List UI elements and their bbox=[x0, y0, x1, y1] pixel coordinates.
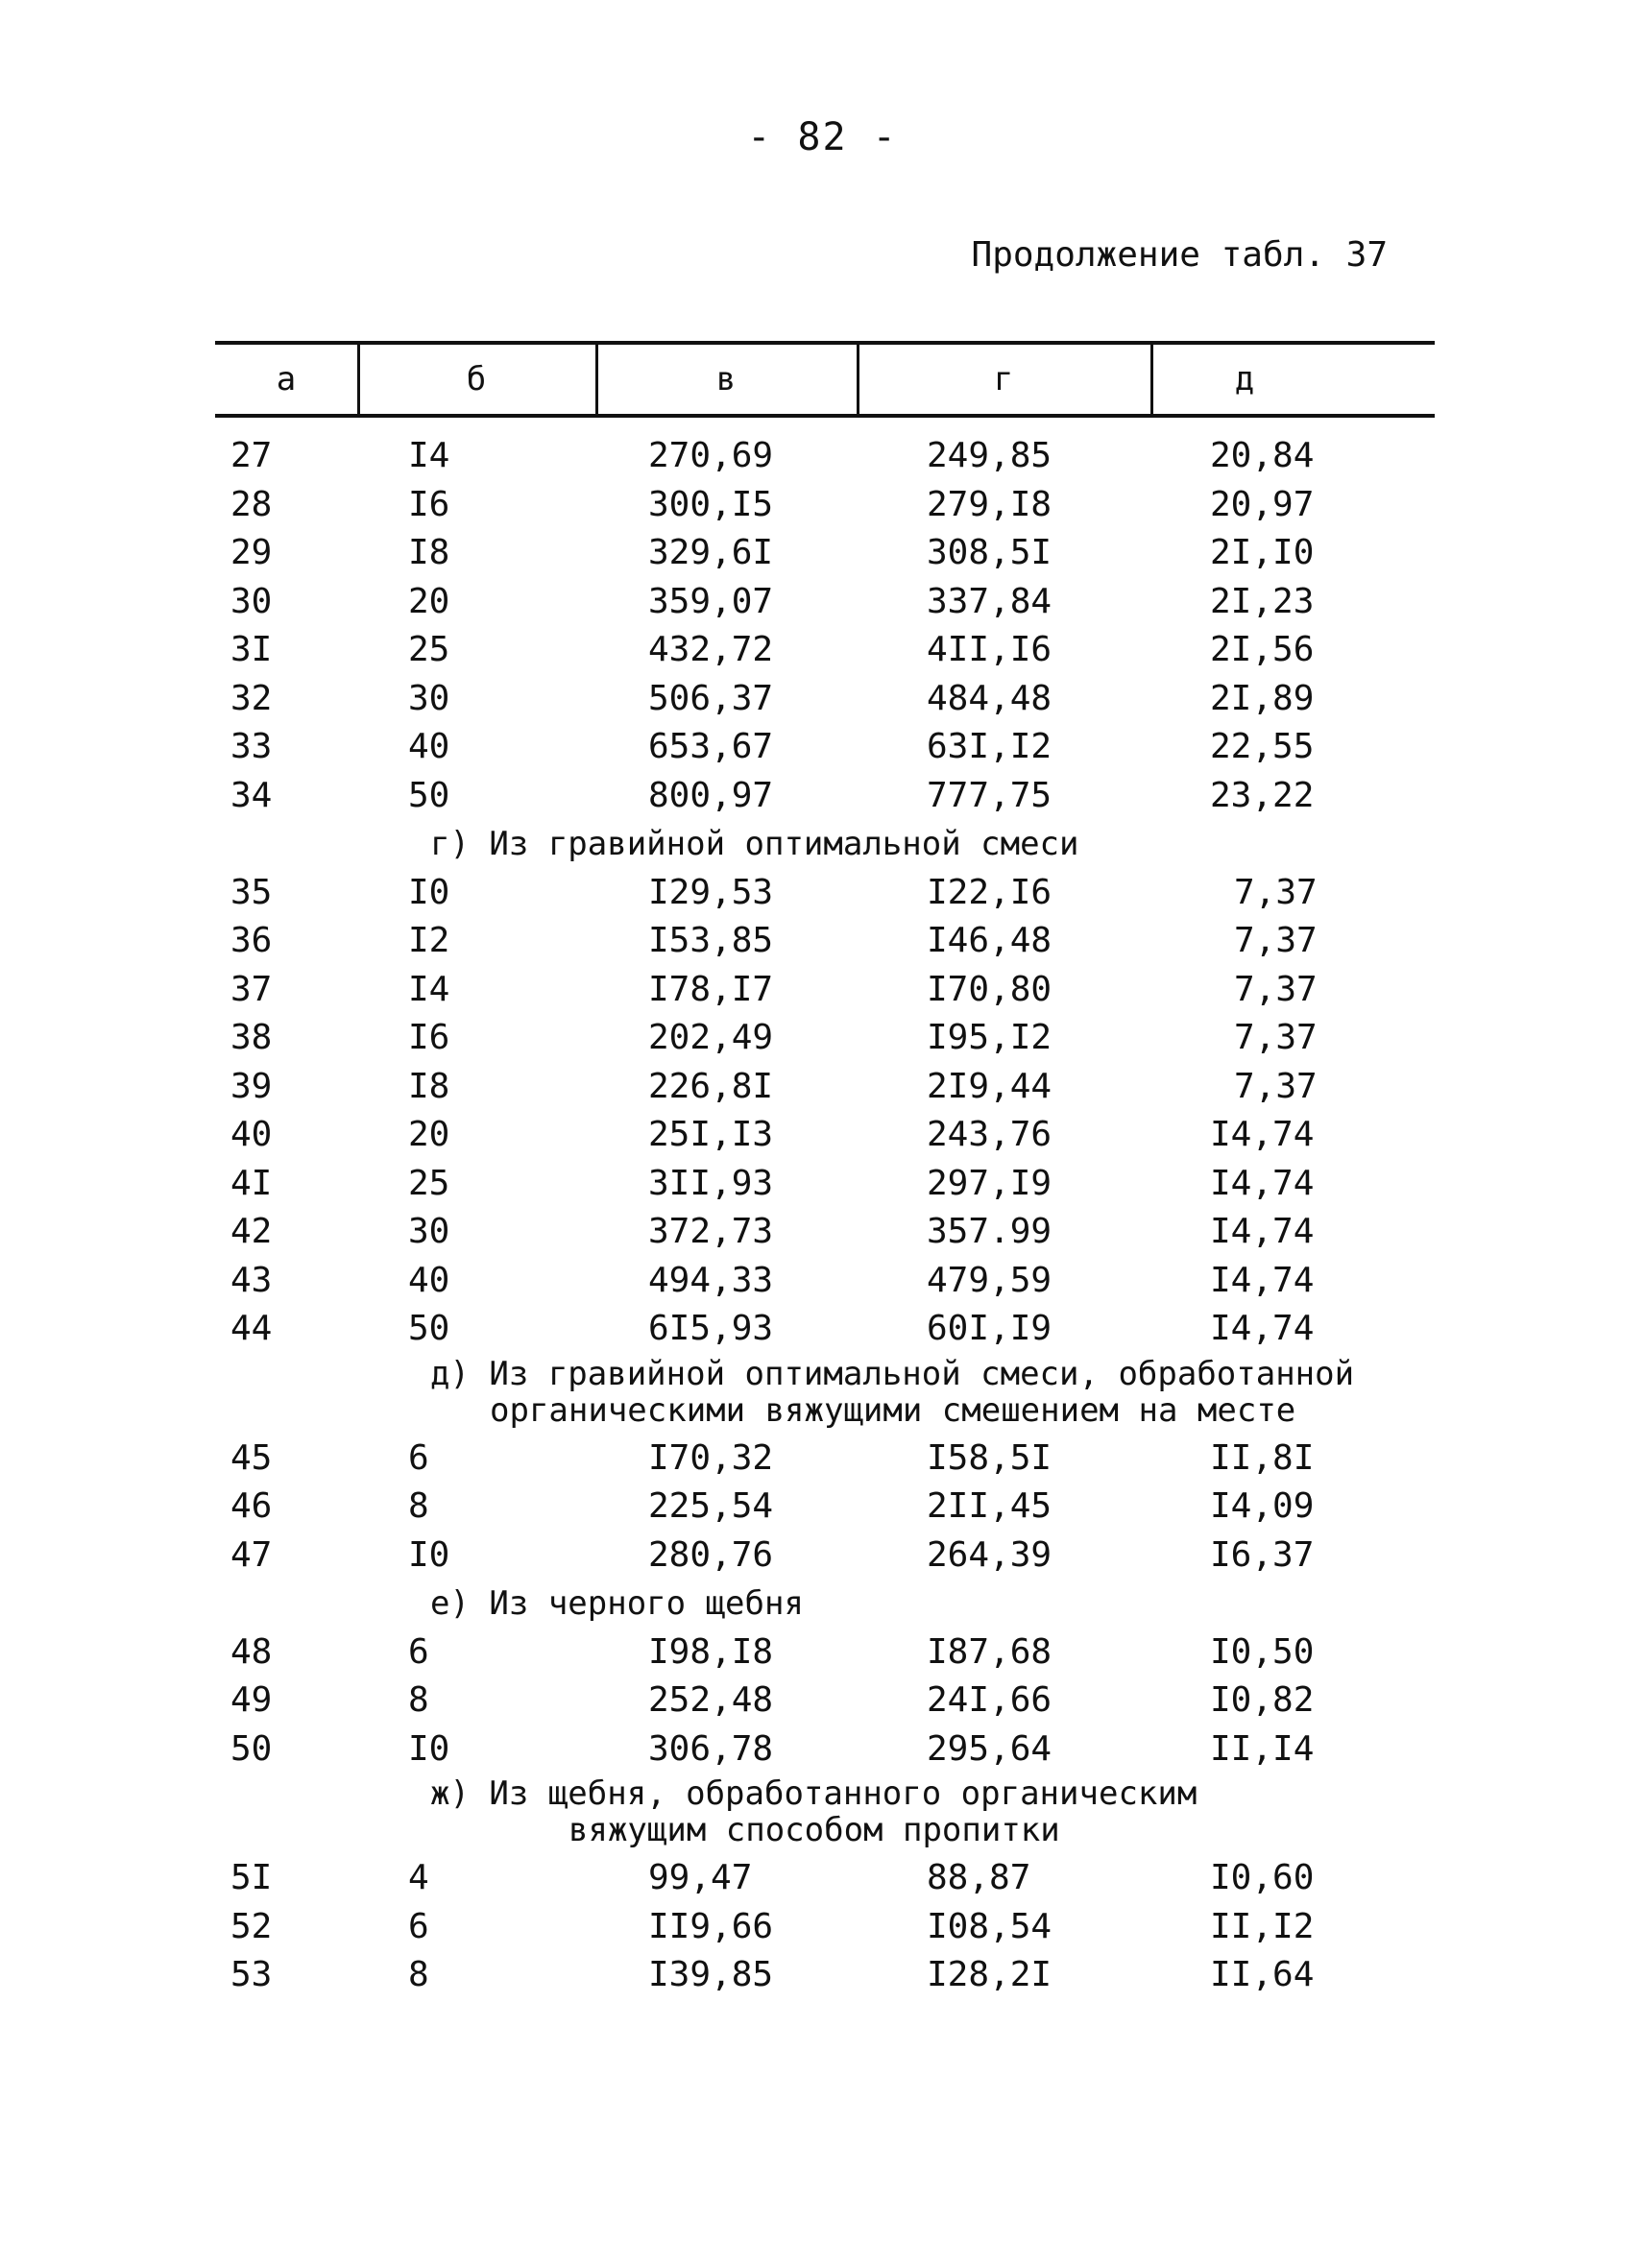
cell-g: 308,5I bbox=[927, 533, 1052, 572]
cell-v: 300,I5 bbox=[648, 484, 774, 524]
section-heading bbox=[0, 820, 1645, 869]
cell-a: 50 bbox=[230, 1728, 273, 1769]
cell-b: I4 bbox=[408, 436, 450, 475]
cell-a: 30 bbox=[230, 581, 273, 621]
cell-a: 53 bbox=[230, 1955, 273, 1994]
cell-d: I0,82 bbox=[1210, 1680, 1315, 1720]
table-row bbox=[0, 1725, 1645, 1774]
cell-b: I0 bbox=[408, 1534, 450, 1575]
cell-d: I6,37 bbox=[1210, 1534, 1315, 1575]
cell-b: I6 bbox=[408, 484, 450, 524]
table-header bbox=[215, 341, 1435, 418]
cell-g: I46,48 bbox=[927, 921, 1052, 960]
cell-d: I4,74 bbox=[1210, 1163, 1315, 1203]
table-body bbox=[0, 432, 1645, 2000]
cell-g: 249,85 bbox=[927, 436, 1052, 475]
cell-b: 6 bbox=[408, 1437, 429, 1478]
cell-v: 3II,93 bbox=[648, 1163, 774, 1203]
cell-a: 5I bbox=[230, 1858, 273, 1897]
table-row bbox=[0, 1677, 1645, 1725]
section-heading bbox=[0, 1580, 1645, 1629]
cell-a: 28 bbox=[230, 484, 273, 524]
cell-v: 202,49 bbox=[648, 1018, 774, 1057]
table-row bbox=[0, 578, 1645, 627]
cell-a: 40 bbox=[230, 1115, 273, 1154]
cell-a: 48 bbox=[230, 1631, 273, 1672]
table-row bbox=[0, 1257, 1645, 1306]
cell-a: 36 bbox=[230, 921, 273, 960]
cell-b: I2 bbox=[408, 921, 450, 960]
cell-b: 40 bbox=[408, 1260, 450, 1300]
cell-d: I0,60 bbox=[1210, 1858, 1315, 1897]
cell-b: 25 bbox=[408, 1163, 450, 1203]
cell-b: 20 bbox=[408, 1115, 450, 1154]
cell-v: 225,54 bbox=[648, 1486, 774, 1526]
cell-g: 2II,45 bbox=[927, 1486, 1052, 1526]
table-row bbox=[0, 1483, 1645, 1532]
section-heading-line: органическими вяжущими смешением на месте bbox=[490, 1390, 1296, 1430]
cell-v: 226,8I bbox=[648, 1066, 774, 1106]
cell-b: 8 bbox=[408, 1486, 429, 1526]
cell-v: 25I,I3 bbox=[648, 1115, 774, 1154]
cell-g: 777,75 bbox=[927, 775, 1052, 815]
table-row bbox=[0, 675, 1645, 724]
cell-g: 484,48 bbox=[927, 678, 1052, 718]
cell-a: 27 bbox=[230, 436, 273, 475]
cell-a: 29 bbox=[230, 533, 273, 572]
table-row bbox=[0, 723, 1645, 772]
cell-g: 63I,I2 bbox=[927, 727, 1052, 766]
section-heading-line: е) Из черного щебня bbox=[430, 1584, 804, 1623]
cell-a: 35 bbox=[230, 872, 273, 912]
cell-g: 297,I9 bbox=[927, 1163, 1052, 1203]
cell-b: I8 bbox=[408, 1066, 450, 1106]
table-row bbox=[0, 1629, 1645, 1677]
cell-d: I4,74 bbox=[1210, 1212, 1315, 1251]
cell-b: I0 bbox=[408, 872, 450, 912]
cell-d: 20,97 bbox=[1210, 484, 1315, 524]
cell-v: 252,48 bbox=[648, 1680, 774, 1720]
column-header-a: а bbox=[215, 345, 360, 414]
cell-b: I4 bbox=[408, 969, 450, 1009]
cell-a: 37 bbox=[230, 969, 273, 1009]
cell-d: I4,09 bbox=[1210, 1486, 1315, 1526]
cell-v: 99,47 bbox=[648, 1858, 753, 1897]
cell-b: 40 bbox=[408, 727, 450, 766]
cell-d: 7,37 bbox=[1234, 969, 1318, 1009]
table-row bbox=[0, 1435, 1645, 1484]
column-header-g: г bbox=[857, 345, 1153, 414]
cell-b: 4 bbox=[408, 1858, 429, 1897]
cell-v: I53,85 bbox=[648, 921, 774, 960]
cell-v: 494,33 bbox=[648, 1260, 774, 1300]
table-row bbox=[0, 966, 1645, 1015]
section-heading-line: д) Из гравийной оптимальной смеси, обработанной bbox=[430, 1354, 1355, 1393]
cell-d: II,I4 bbox=[1210, 1728, 1315, 1769]
section-heading-line: ж) Из щебня, обработанного органическим bbox=[430, 1774, 1197, 1813]
page-number: - 82 - bbox=[747, 115, 898, 159]
cell-v: I70,32 bbox=[648, 1437, 774, 1478]
cell-b: I8 bbox=[408, 533, 450, 572]
cell-d: 2I,56 bbox=[1210, 630, 1315, 669]
cell-d: 7,37 bbox=[1234, 872, 1318, 912]
cell-v: I78,I7 bbox=[648, 969, 774, 1009]
cell-g: 357.99 bbox=[927, 1212, 1052, 1251]
table-row bbox=[0, 1160, 1645, 1209]
table-row bbox=[0, 1854, 1645, 1903]
cell-g: 295,64 bbox=[927, 1728, 1052, 1769]
cell-a: 32 bbox=[230, 678, 273, 718]
cell-g: 337,84 bbox=[927, 581, 1052, 621]
cell-b: 6 bbox=[408, 1631, 429, 1672]
cell-d: I4,74 bbox=[1210, 1260, 1315, 1300]
cell-g: 88,87 bbox=[927, 1858, 1031, 1897]
table-row bbox=[0, 1903, 1645, 1952]
cell-g: 60I,I9 bbox=[927, 1309, 1052, 1348]
cell-g: 279,I8 bbox=[927, 484, 1052, 524]
table-row bbox=[0, 1951, 1645, 2000]
cell-d: 22,55 bbox=[1210, 727, 1315, 766]
cell-a: 42 bbox=[230, 1212, 273, 1251]
cell-a: 39 bbox=[230, 1066, 273, 1106]
section-heading-line: вяжущим способом пропитки bbox=[568, 1811, 1060, 1849]
cell-d: I4,74 bbox=[1210, 1309, 1315, 1348]
table-row bbox=[0, 432, 1645, 481]
section-heading-line: г) Из гравийной оптимальной смеси bbox=[430, 825, 1079, 863]
cell-g: I95,I2 bbox=[927, 1018, 1052, 1057]
column-header-b: б bbox=[357, 345, 598, 414]
cell-d: II,64 bbox=[1210, 1955, 1315, 1994]
table-row bbox=[0, 529, 1645, 578]
cell-g: 24I,66 bbox=[927, 1680, 1052, 1720]
cell-a: 33 bbox=[230, 727, 273, 766]
table-row bbox=[0, 917, 1645, 966]
cell-v: 506,37 bbox=[648, 678, 774, 718]
table-caption: Продолжение табл. 37 bbox=[971, 235, 1388, 275]
cell-v: I98,I8 bbox=[648, 1631, 774, 1672]
cell-a: 46 bbox=[230, 1486, 273, 1526]
cell-a: 52 bbox=[230, 1906, 273, 1946]
cell-b: I6 bbox=[408, 1018, 450, 1057]
cell-d: 2I,I0 bbox=[1210, 533, 1315, 572]
cell-g: I70,80 bbox=[927, 969, 1052, 1009]
cell-a: 3I bbox=[230, 630, 273, 669]
table-row bbox=[0, 1111, 1645, 1160]
cell-v: 653,67 bbox=[648, 727, 774, 766]
cell-b: 20 bbox=[408, 581, 450, 621]
cell-a: 44 bbox=[230, 1309, 273, 1348]
cell-d: 7,37 bbox=[1234, 1066, 1318, 1106]
cell-v: 800,97 bbox=[648, 775, 774, 815]
table-row bbox=[0, 626, 1645, 675]
cell-b: 30 bbox=[408, 678, 450, 718]
cell-d: II,8I bbox=[1210, 1437, 1315, 1478]
section-heading bbox=[0, 1773, 1645, 1854]
cell-v: 270,69 bbox=[648, 436, 774, 475]
cell-d: I0,50 bbox=[1210, 1631, 1315, 1672]
cell-g: I08,54 bbox=[927, 1906, 1052, 1946]
cell-a: 4I bbox=[230, 1163, 273, 1203]
table-row bbox=[0, 772, 1645, 821]
cell-v: 329,6I bbox=[648, 533, 774, 572]
column-header-v: в bbox=[595, 345, 859, 414]
cell-v: I39,85 bbox=[648, 1955, 774, 1994]
cell-g: 264,39 bbox=[927, 1534, 1052, 1575]
column-header-d: д bbox=[1234, 360, 1255, 398]
table-row bbox=[0, 1532, 1645, 1580]
cell-d: 2I,23 bbox=[1210, 581, 1315, 621]
table-row bbox=[0, 481, 1645, 530]
cell-b: I0 bbox=[408, 1728, 450, 1769]
cell-g: 479,59 bbox=[927, 1260, 1052, 1300]
cell-v: 306,78 bbox=[648, 1728, 774, 1769]
cell-b: 8 bbox=[408, 1955, 429, 1994]
cell-v: 359,07 bbox=[648, 581, 774, 621]
table-row bbox=[0, 1305, 1645, 1354]
cell-g: I28,2I bbox=[927, 1955, 1052, 1994]
cell-g: I87,68 bbox=[927, 1631, 1052, 1672]
cell-a: 45 bbox=[230, 1437, 273, 1478]
table-row bbox=[0, 1208, 1645, 1257]
cell-g: 4II,I6 bbox=[927, 630, 1052, 669]
cell-a: 47 bbox=[230, 1534, 273, 1575]
cell-a: 43 bbox=[230, 1260, 273, 1300]
cell-a: 49 bbox=[230, 1680, 273, 1720]
cell-b: 50 bbox=[408, 775, 450, 815]
cell-v: II9,66 bbox=[648, 1906, 774, 1946]
cell-d: 20,84 bbox=[1210, 436, 1315, 475]
cell-v: 372,73 bbox=[648, 1212, 774, 1251]
cell-b: 50 bbox=[408, 1309, 450, 1348]
table-row bbox=[0, 1063, 1645, 1112]
cell-g: 243,76 bbox=[927, 1115, 1052, 1154]
cell-v: 6I5,93 bbox=[648, 1309, 774, 1348]
cell-b: 6 bbox=[408, 1906, 429, 1946]
cell-g: I58,5I bbox=[927, 1437, 1052, 1478]
cell-v: I29,53 bbox=[648, 872, 774, 912]
cell-b: 25 bbox=[408, 630, 450, 669]
cell-d: 7,37 bbox=[1234, 921, 1318, 960]
cell-d: 7,37 bbox=[1234, 1018, 1318, 1057]
cell-b: 8 bbox=[408, 1680, 429, 1720]
cell-b: 30 bbox=[408, 1212, 450, 1251]
cell-d: 23,22 bbox=[1210, 775, 1315, 815]
cell-a: 38 bbox=[230, 1018, 273, 1057]
cell-g: I22,I6 bbox=[927, 872, 1052, 912]
cell-v: 280,76 bbox=[648, 1534, 774, 1575]
cell-d: I4,74 bbox=[1210, 1115, 1315, 1154]
table-row bbox=[0, 869, 1645, 918]
cell-g: 2I9,44 bbox=[927, 1066, 1052, 1106]
cell-d: 2I,89 bbox=[1210, 678, 1315, 718]
cell-a: 34 bbox=[230, 775, 273, 815]
section-heading bbox=[0, 1354, 1645, 1435]
table-row bbox=[0, 1014, 1645, 1063]
cell-v: 432,72 bbox=[648, 630, 774, 669]
cell-d: II,I2 bbox=[1210, 1906, 1315, 1946]
